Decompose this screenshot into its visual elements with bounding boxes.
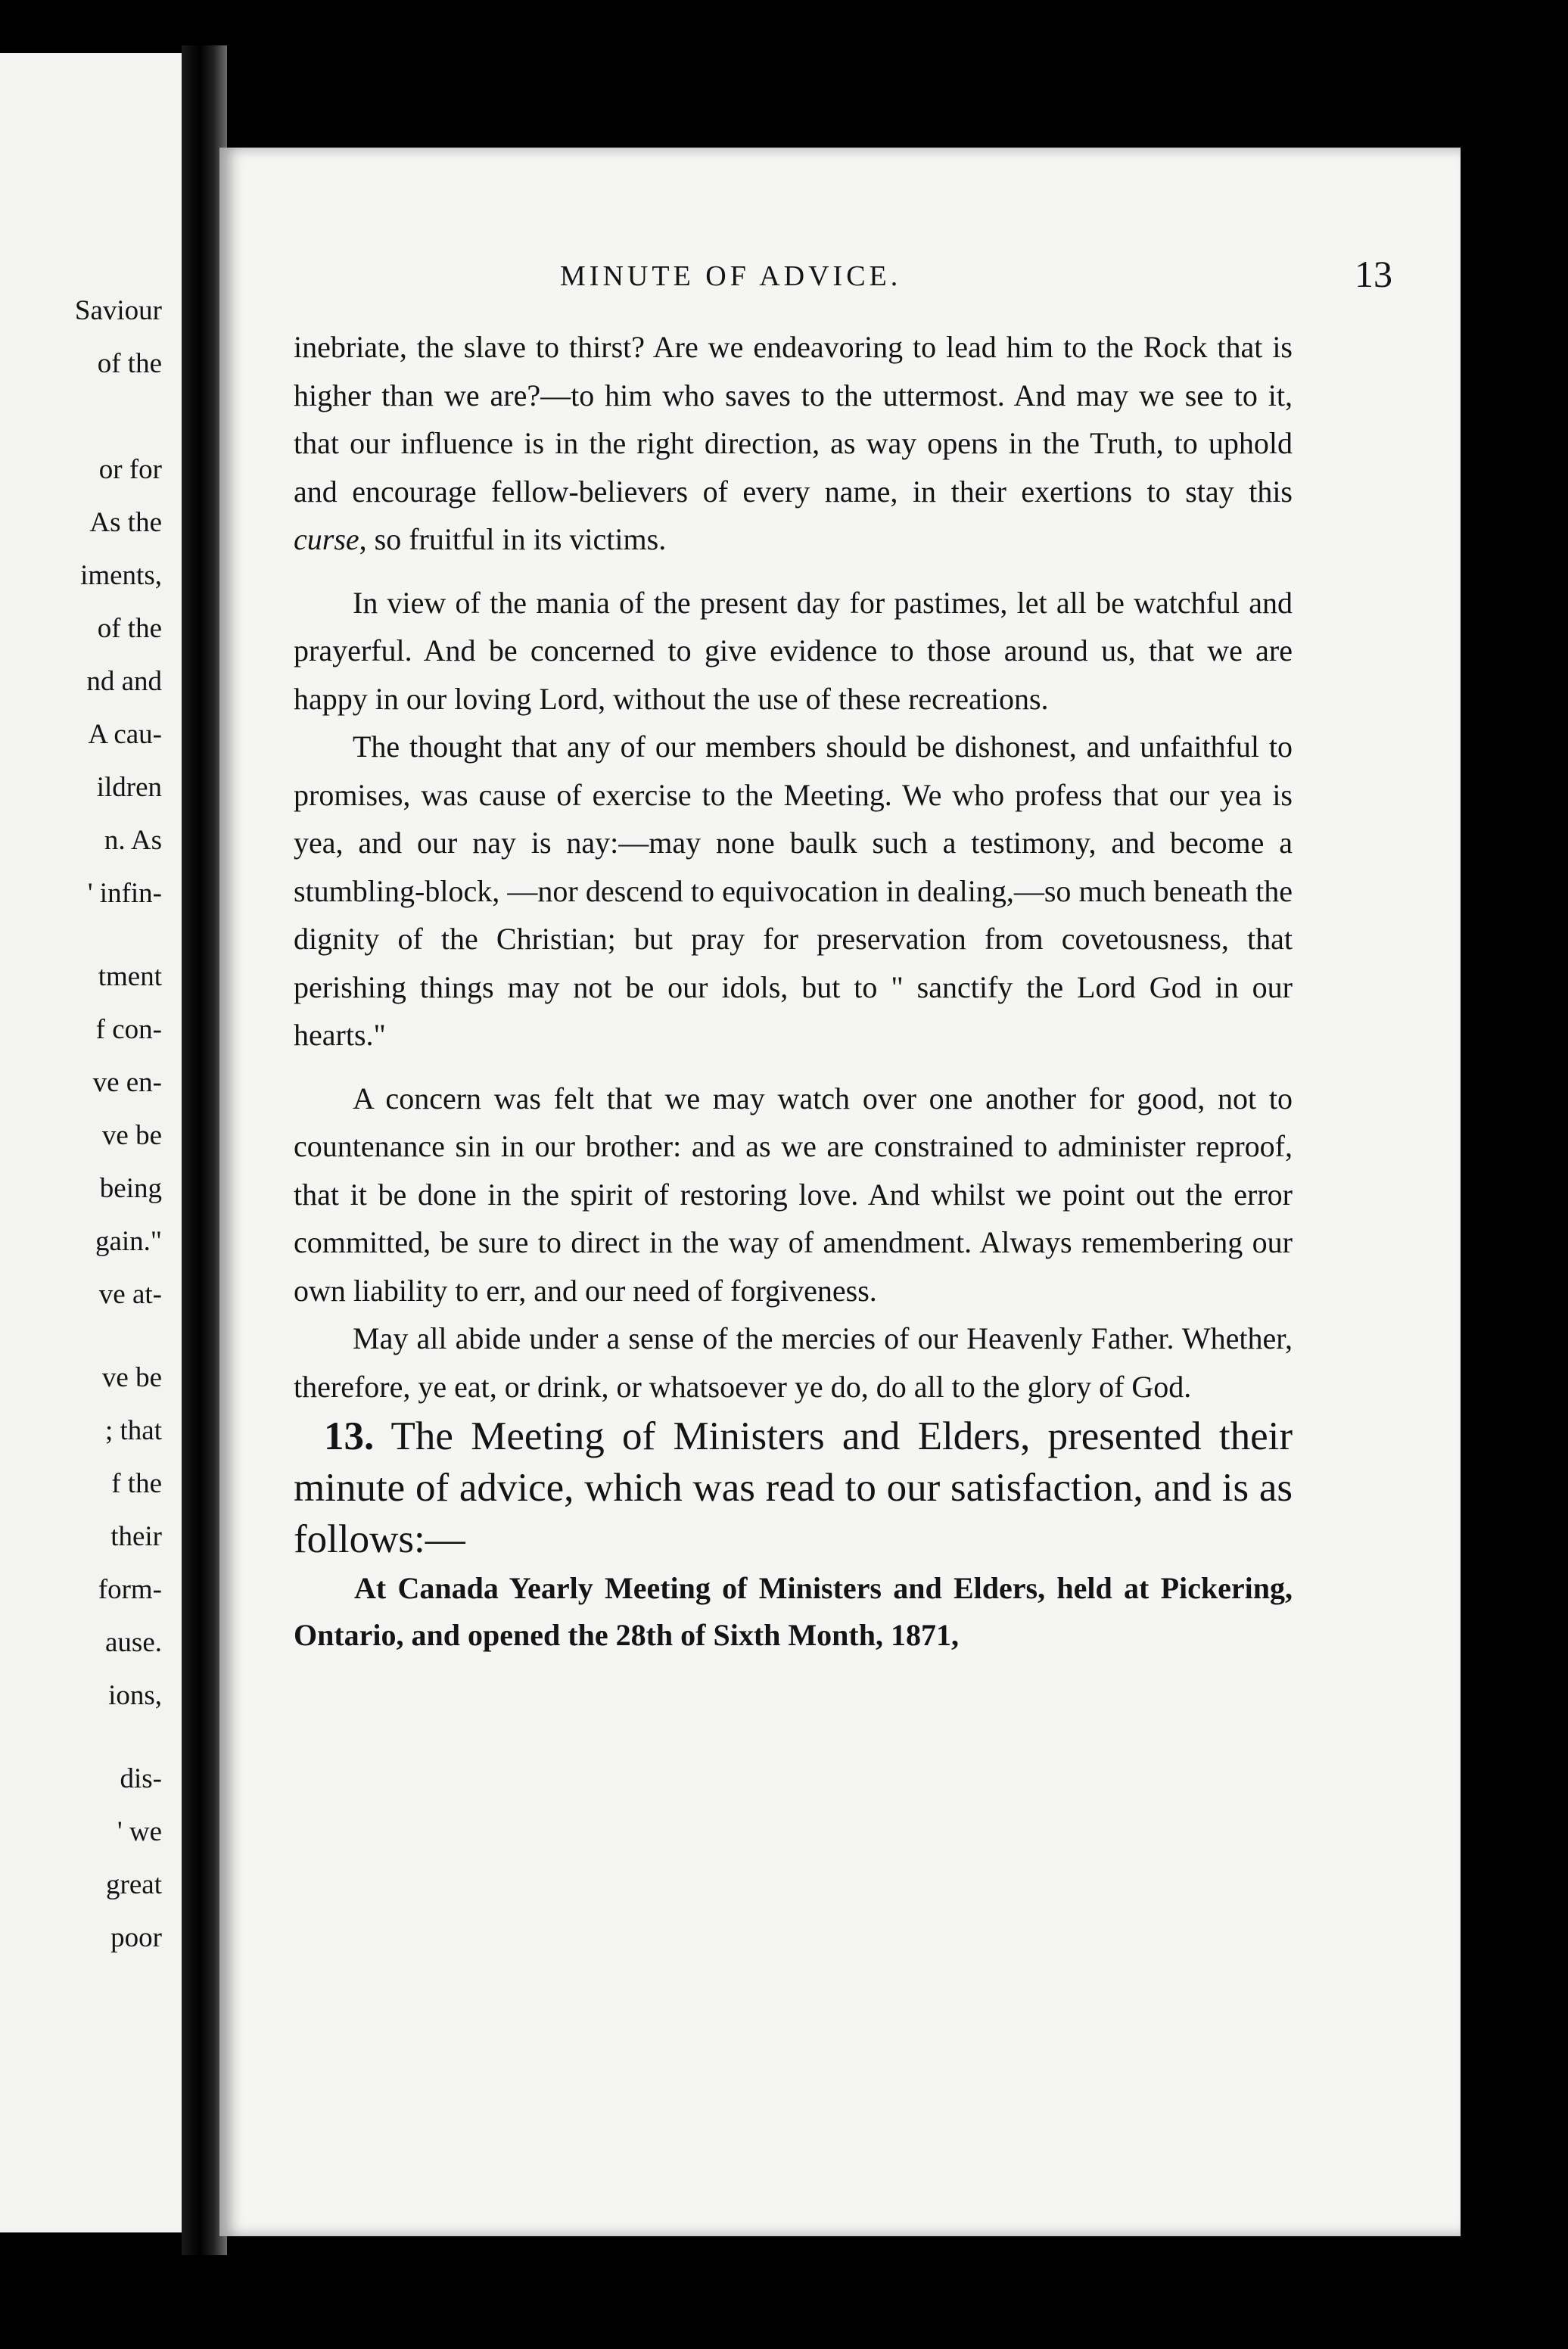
facing-page-line: nd and bbox=[86, 666, 162, 697]
facing-page-line: great bbox=[106, 1869, 162, 1900]
facing-page-line: ions, bbox=[108, 1680, 162, 1711]
item-13-heading bbox=[294, 1411, 1293, 1565]
emphasized-word: curse bbox=[294, 522, 359, 556]
facing-page-line: poor bbox=[110, 1922, 162, 1953]
facing-page-line: of the bbox=[97, 348, 162, 379]
facing-page-line: ve be bbox=[101, 1120, 162, 1151]
facing-page-line: or for bbox=[98, 454, 162, 485]
facing-page-line: form- bbox=[98, 1574, 162, 1605]
page-number: 13 bbox=[1355, 253, 1392, 295]
facing-page-line: gain." bbox=[95, 1226, 162, 1257]
facing-page-line: ildren bbox=[96, 772, 162, 803]
facing-page-line: n. As bbox=[104, 825, 162, 856]
facing-page-line: tment bbox=[98, 961, 162, 992]
facing-page-line: f con- bbox=[95, 1014, 162, 1045]
facing-page-line: dis- bbox=[120, 1763, 162, 1794]
facing-page-line: ' infin- bbox=[87, 878, 162, 909]
paragraph-1-start: inebriate, the slave to thirst? Are we endeavoring to lead him to the Rock that is higher than we are?—to him who saves to the uttermost. And may we see to it, that our influence is in the right direction, as way opens in the Truth, to uphold and encourage fellow-believers of every name, in their exertions to stay this bbox=[294, 330, 1293, 509]
facing-page-line: As the bbox=[89, 507, 162, 538]
book-page bbox=[219, 148, 1461, 2236]
facing-page-line: A cau- bbox=[88, 719, 162, 750]
page-body bbox=[294, 323, 1293, 1659]
paragraph-3: The thought that any of our members should be dishonest, and unfaithful to promises, was cause of exercise to the Meeting. We who profess that our yea is yea, and our nay is nay:—may none baulk such a testimony, and become a stumbling-block, —nor descend to equivocation in dealing,—so much beneath the dignity of the Christian; but pray for preservation from covetousness, that perishing things may not be our idols, but to " sanctify the Lord God in our hearts." bbox=[294, 730, 1293, 1052]
facing-page-line: ve at- bbox=[98, 1279, 162, 1310]
facing-page-line: ' we bbox=[117, 1816, 162, 1847]
facing-page-line: their bbox=[110, 1521, 162, 1552]
facing-page-line: being bbox=[99, 1173, 162, 1204]
facing-page-line: ve en- bbox=[92, 1067, 162, 1098]
facing-page-line: Saviour bbox=[74, 295, 162, 326]
paragraph-1-end: , so fruitful in its victims. bbox=[359, 522, 667, 556]
facing-page-line: ; that bbox=[104, 1415, 162, 1446]
facing-page-line: of the bbox=[97, 613, 162, 644]
facing-page-line: f the bbox=[111, 1468, 162, 1499]
facing-page-line: ause. bbox=[105, 1627, 162, 1658]
paragraph-5: May all abide under a sense of the mercies of our Heavenly Father. Whether, therefore, ye eat, or drink, or whatsoever ye do, do all to the glory of God. bbox=[294, 1321, 1293, 1404]
running-head: MINUTE OF ADVICE. bbox=[560, 260, 902, 292]
facing-page-fragment bbox=[0, 53, 182, 2232]
facing-page-line: ve be bbox=[101, 1362, 162, 1393]
item-number: 13. bbox=[324, 1414, 375, 1458]
paragraph-2: In view of the mania of the present day for pastimes, let all be watchful and prayerful. And be concerned to give evidence to those around us, that we are happy in our loving Lord, without the use of these recreations. bbox=[294, 585, 1293, 716]
minute-intro: At Canada Yearly Meeting of Ministers and Elders, held at Pickering, Ontario, and opened the 28th of Sixth Month, 1871, bbox=[294, 1571, 1293, 1652]
facing-page-line: iments, bbox=[80, 560, 162, 591]
paragraph-1 bbox=[294, 323, 1293, 564]
item-13-text: The Meeting of Ministers and Elders, presented their minute of advice, which was read to our satisfaction, and is as follows:— bbox=[294, 1414, 1293, 1561]
paragraph-4: A concern was felt that we may watch over one another for good, not to countenance sin in our brother: and as we are constrained to administer reproof, that it be done in the spirit of restoring love. And whilst we point out the error committed, be sure to direct in the way of amendment. Always remembering our own liability to err, and our need of forgiveness. bbox=[294, 1081, 1293, 1308]
